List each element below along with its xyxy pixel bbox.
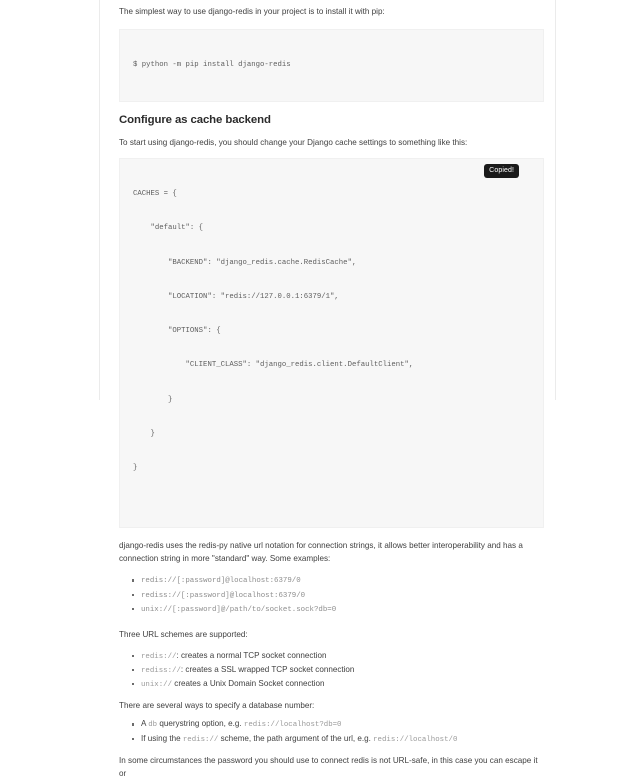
schemes-lead-paragraph: Three URL schemes are supported: — [119, 629, 248, 639]
code-line: "OPTIONS": { — [133, 327, 221, 336]
scheme-description: : creates a SSL wrapped TCP socket connection — [180, 665, 355, 675]
list-item — [141, 664, 544, 678]
code-line: CACHES = { — [133, 190, 177, 199]
list-item — [141, 718, 544, 732]
code-line: "LOCATION": "redis://127.0.0.1:6379/1", — [133, 292, 339, 301]
text-middle: scheme, the path argument of the url, e.g. — [218, 733, 374, 743]
section-lead-paragraph: To start using django-redis, you should change your Django cache settings to something like this: — [119, 138, 468, 148]
scheme-code: redis:// — [182, 735, 219, 744]
copy-control-group — [484, 162, 538, 179]
database-lead-paragraph: There are several ways to specify a database number: — [119, 701, 315, 711]
scheme-code: unix:// — [141, 681, 173, 690]
url-schemes-list — [119, 650, 544, 692]
scheme-code: redis:// — [141, 652, 177, 661]
text-prefix: A — [141, 719, 149, 729]
left-gutter-divider — [0, 0, 100, 400]
caches-code-block — [119, 158, 544, 528]
scheme-description: : creates a normal TCP socket connection — [176, 650, 327, 660]
connection-string: redis://[:password]@localhost:6379/0 — [141, 577, 301, 586]
code-line: } — [133, 429, 155, 438]
list-item — [141, 678, 544, 692]
list-item — [141, 733, 544, 747]
list-item — [141, 603, 544, 617]
code-line: $ python -m pip install django-redis — [133, 61, 291, 70]
example-url: redis://localhost/0 — [373, 735, 458, 744]
connection-examples-list — [119, 574, 544, 616]
notation-paragraph: django-redis uses the redis-py native url notation for connection strings, it allows better interoperability and has a connection string in more "standard" way. Some examples: — [119, 541, 523, 564]
code-line: "BACKEND": "django_redis.cache.RedisCache", — [133, 258, 357, 267]
text-middle: querystring option, e.g. — [157, 719, 244, 729]
list-item — [141, 589, 544, 603]
example-url: redis://localhost?db=0 — [243, 721, 342, 730]
scheme-code: rediss:// — [141, 667, 181, 676]
intro-paragraph: The simplest way to use django-redis in your project is to install it with pip: — [119, 7, 385, 16]
copy-icon[interactable] — [523, 162, 538, 179]
list-item — [141, 650, 544, 664]
connection-string: rediss://[:password]@localhost:6379/0 — [141, 591, 306, 600]
footer-paragraph: In some circumstances the password you should use to connect redis is not URL-safe, in this case you can escape it or — [119, 755, 538, 778]
scheme-description: creates a Unix Domain Socket connection — [172, 679, 325, 689]
list-item — [141, 574, 544, 588]
connection-string: unix://[:password]@/path/to/socket.sock?db=0 — [141, 605, 337, 614]
code-line: } — [133, 395, 173, 404]
right-gutter-divider — [555, 0, 640, 400]
code-line: "CLIENT_CLASS": "django_redis.client.DefaultClient", — [133, 361, 414, 370]
install-code-block — [119, 29, 544, 102]
option-code: db — [148, 721, 158, 730]
text-prefix: If using the — [141, 733, 183, 743]
section-heading: Configure as cache backend — [119, 114, 271, 127]
database-number-list — [119, 718, 544, 746]
document-content — [101, 0, 555, 778]
code-line: "default": { — [133, 224, 204, 233]
code-line: } — [133, 464, 138, 472]
copied-tooltip: Copied! — [484, 164, 519, 179]
